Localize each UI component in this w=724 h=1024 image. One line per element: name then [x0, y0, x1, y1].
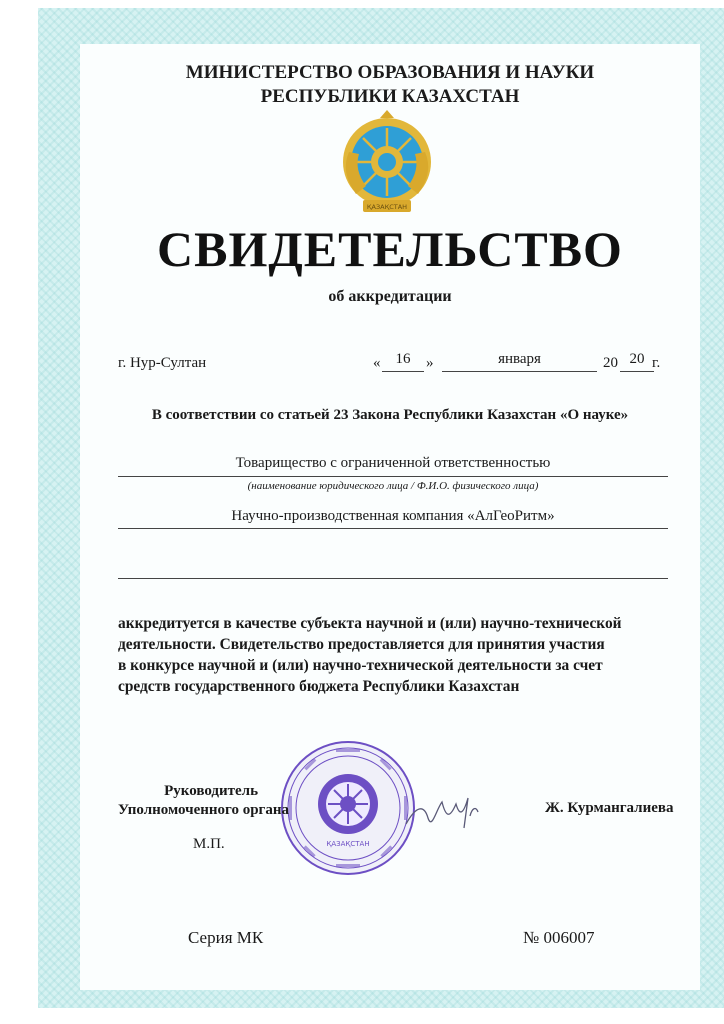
year-prefix: 20 [603, 355, 618, 371]
accreditation-text [118, 613, 668, 697]
certificate-number: № 006007 [523, 928, 595, 947]
paragraph-line: средств государственного бюджета Республики Казахстан [118, 678, 520, 695]
series-label: Серия МК [188, 928, 264, 947]
signatory-name: Ж. Курмангалиева [545, 800, 674, 816]
year-value: 20 [629, 351, 645, 367]
official-seal [278, 738, 418, 878]
seal-text: ҚАЗАҚСТАН [326, 840, 370, 848]
entity-line3-rule [118, 578, 668, 579]
entity-line2-rule [118, 528, 668, 529]
month-value: января [498, 351, 541, 367]
document-title: СВИДЕТЕЛЬСТВО [157, 221, 623, 277]
handwritten-signature [402, 788, 482, 838]
ministry-name-line1: МИНИСТЕРСТВО ОБРАЗОВАНИЯ И НАУКИ [185, 62, 595, 83]
month-underline [442, 371, 597, 372]
quote-close: » [426, 355, 434, 371]
day-underline [382, 371, 424, 372]
entity-caption: (наименование юридического лица / Ф.И.О. физического лица) [247, 480, 539, 492]
state-emblem [332, 110, 442, 220]
paragraph-line: деятельности. Свидетельство предоставляется для принятия участия [118, 636, 605, 653]
legal-basis: В соответствии со статьей 23 Закона Республики Казахстан «О науке» [151, 407, 629, 423]
entity-line1: Товарищество с ограниченной ответственностью [235, 455, 551, 471]
city: г. Нур-Султан [118, 355, 207, 371]
role-line1: Руководитель [164, 783, 258, 799]
ministry-name-line2: РЕСПУБЛИКИ КАЗАХСТАН [260, 86, 520, 107]
role-line2: Уполномоченного органа [118, 802, 290, 818]
stamp-place: М.П. [193, 836, 225, 852]
entity-line1-rule [118, 476, 668, 477]
year-unit: г. [652, 355, 661, 371]
paragraph-line: в конкурсе научной и (или) научно-технической деятельности за счет [118, 657, 603, 674]
paragraph-line: аккредитуется в качестве субъекта научной и (или) научно-технической [118, 615, 622, 632]
document-subtitle: об аккредитации [328, 288, 452, 305]
entity-line2: Научно-производственная компания «АлГеоРитм» [231, 508, 555, 524]
emblem-text: ҚАЗАҚСТАН [366, 203, 408, 211]
year-underline [620, 371, 654, 372]
quote-open: « [373, 355, 381, 371]
day-value: 16 [395, 351, 411, 367]
